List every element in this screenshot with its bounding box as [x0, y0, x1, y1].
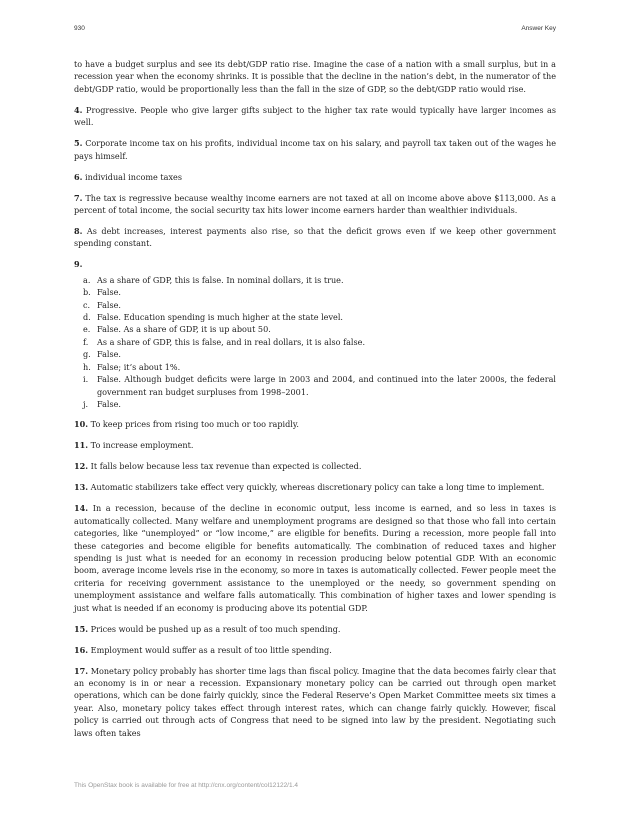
item-letter: f. — [83, 336, 89, 347]
list-item — [74, 311, 556, 323]
answer-text: To increase employment. — [90, 440, 194, 451]
item-letter: h. — [83, 361, 91, 372]
answer-number: 16. — [74, 644, 89, 655]
item-letter: j. — [83, 398, 89, 409]
answer-9-list — [74, 274, 556, 410]
page-number: 930 — [74, 25, 85, 32]
answer-number: 10. — [74, 419, 89, 430]
answer-text: To keep prices from rising too much or too rapidly. — [90, 419, 299, 430]
answer-16 — [74, 644, 556, 656]
answer-9 — [74, 258, 556, 270]
list-item — [74, 361, 556, 373]
item-letter: b. — [83, 287, 91, 298]
answer-number: 8. — [74, 226, 83, 237]
answer-13 — [74, 481, 556, 493]
item-text: False. — [97, 287, 121, 298]
answer-5 — [74, 137, 556, 162]
answer-14 — [74, 502, 556, 614]
item-text: As a share of GDP, this is false, and in real dollars, it is also false. — [97, 336, 366, 347]
answer-number: 12. — [74, 461, 89, 472]
item-letter: e. — [83, 324, 91, 335]
answer-number: 11. — [74, 440, 89, 451]
answer-number: 15. — [74, 623, 89, 634]
item-text: False. As a share of GDP, it is up about 50. — [97, 324, 271, 335]
answer-number: 4. — [74, 104, 83, 115]
answer-text: Monetary policy probably has shorter time lags than fiscal policy. Imagine that the data becomes fairly clear that an economy is in or near a recession. Expansionary monetary policy can be carried out through open market operations, which can be done fairly quickly, since the Federal Reserve’s Open Market Committee meets six times a year. Also, monetary policy takes effect through interest rates, which can change fairly quickly. However, fiscal policy is carried out through acts of Congress that need to be signed into law by the president. Negotiating such laws often takes — [74, 665, 556, 738]
answer-text: Employment would suffer as a result of too little spending. — [90, 644, 332, 655]
page-header — [74, 25, 556, 37]
answer-number: 14. — [74, 503, 89, 514]
item-text: False; it’s about 1%. — [97, 361, 181, 372]
answer-number: 7. — [74, 192, 83, 203]
answer-text: Prices would be pushed up as a result of too much spending. — [90, 623, 341, 634]
item-letter: i. — [83, 374, 89, 385]
answer-10 — [74, 418, 556, 430]
answer-6 — [74, 171, 556, 183]
answer-text: Automatic stabilizers take effect very quickly, whereas discretionary policy can take a long time to implement. — [90, 482, 545, 493]
item-text: False. — [97, 349, 121, 360]
list-item — [74, 299, 556, 311]
answer-number: 17. — [74, 665, 89, 676]
answer-text: As debt increases, interest payments also rise, so that the deficit grows even if we keep other government spending constant. — [74, 226, 556, 249]
item-text: False. Although budget deficits were large in 2003 and 2004, and continued into the later 2000s, the federal government ran budget surpluses from 1998–2001. — [97, 374, 556, 397]
answer-7 — [74, 192, 556, 217]
list-item — [74, 286, 556, 298]
list-item — [74, 398, 556, 410]
item-letter: d. — [83, 312, 91, 323]
list-item — [74, 336, 556, 348]
list-item — [74, 274, 556, 286]
answer-number: 5. — [74, 138, 83, 149]
item-text: False. Education spending is much higher at the state level. — [97, 312, 343, 323]
intro-paragraph: to have a budget surplus and see its debt/GDP ratio rise. Imagine the case of a nation with a small surplus, but in a recession year when the economy shrinks. It is possible that the decline in the nation’s debt, in the numerator of the debt/GDP ratio, would be proportionally less than the fall in the size of GDP, so the debt/GDP ratio would rise. — [74, 59, 556, 94]
answer-number: 13. — [74, 482, 89, 493]
answer-text: Progressive. People who give larger gifts subject to the higher tax rate would typically have larger incomes as well. — [74, 104, 557, 128]
item-text: False. — [97, 398, 121, 409]
section-title: Answer Key — [521, 25, 556, 32]
answer-11 — [74, 439, 556, 451]
answer-12 — [74, 460, 556, 472]
answer-text: In a recession, because of the decline in economic output, less income is earned, and so less in taxes is automatically collected. Many welfare and unemployment programs are designed so that those who fall into certain categories, like “unemployed” or “low income,” are eligible for benefits. During a recession, more people fall into these categories and become eligible for benefits automatically. The combination of reduced taxes and higher spending is just what is needed for an economy in recession producing below potential GDP. With an economic boom, average income levels rise in the economy, so more in taxes is automatically collected. Fewer people meet the criteria for receiving government assistance to the unemployed or the needy, so government spending on unemployment assistance and welfare falls automatically. This combination of higher taxes and lower spending is just what is needed if an economy is producing above its potential GDP. — [74, 503, 556, 613]
answer-4 — [74, 104, 556, 129]
answer-15 — [74, 623, 556, 635]
answer-number: 9. — [74, 259, 83, 270]
page-footer: This OpenStax book is available for free at http://cnx.org/content/col12122/1.4 — [74, 782, 299, 789]
list-item — [74, 323, 556, 335]
item-text: As a share of GDP, this is false. In nominal dollars, it is true. — [97, 274, 344, 285]
answer-text: The tax is regressive because wealthy income earners are not taxed at all on income above above $113,000. As a percent of total income, the social security tax hits lower income earners harder than wealthier individuals. — [74, 192, 556, 216]
item-letter: g. — [83, 349, 91, 360]
list-item — [74, 373, 556, 398]
item-letter: c. — [83, 299, 91, 310]
answer-number: 6. — [74, 171, 83, 182]
answer-key-content — [74, 58, 556, 748]
answer-8 — [74, 225, 556, 250]
answer-17 — [74, 665, 556, 739]
answer-text: It falls below because less tax revenue than expected is collected. — [90, 461, 362, 472]
item-letter: a. — [83, 274, 91, 285]
item-text: False. — [97, 299, 121, 310]
answer-text: individual income taxes — [85, 171, 182, 182]
list-item — [74, 348, 556, 360]
answer-text: Corporate income tax on his profits, individual income tax on his salary, and payroll tax taken out of the wages he pays himself. — [74, 138, 557, 161]
